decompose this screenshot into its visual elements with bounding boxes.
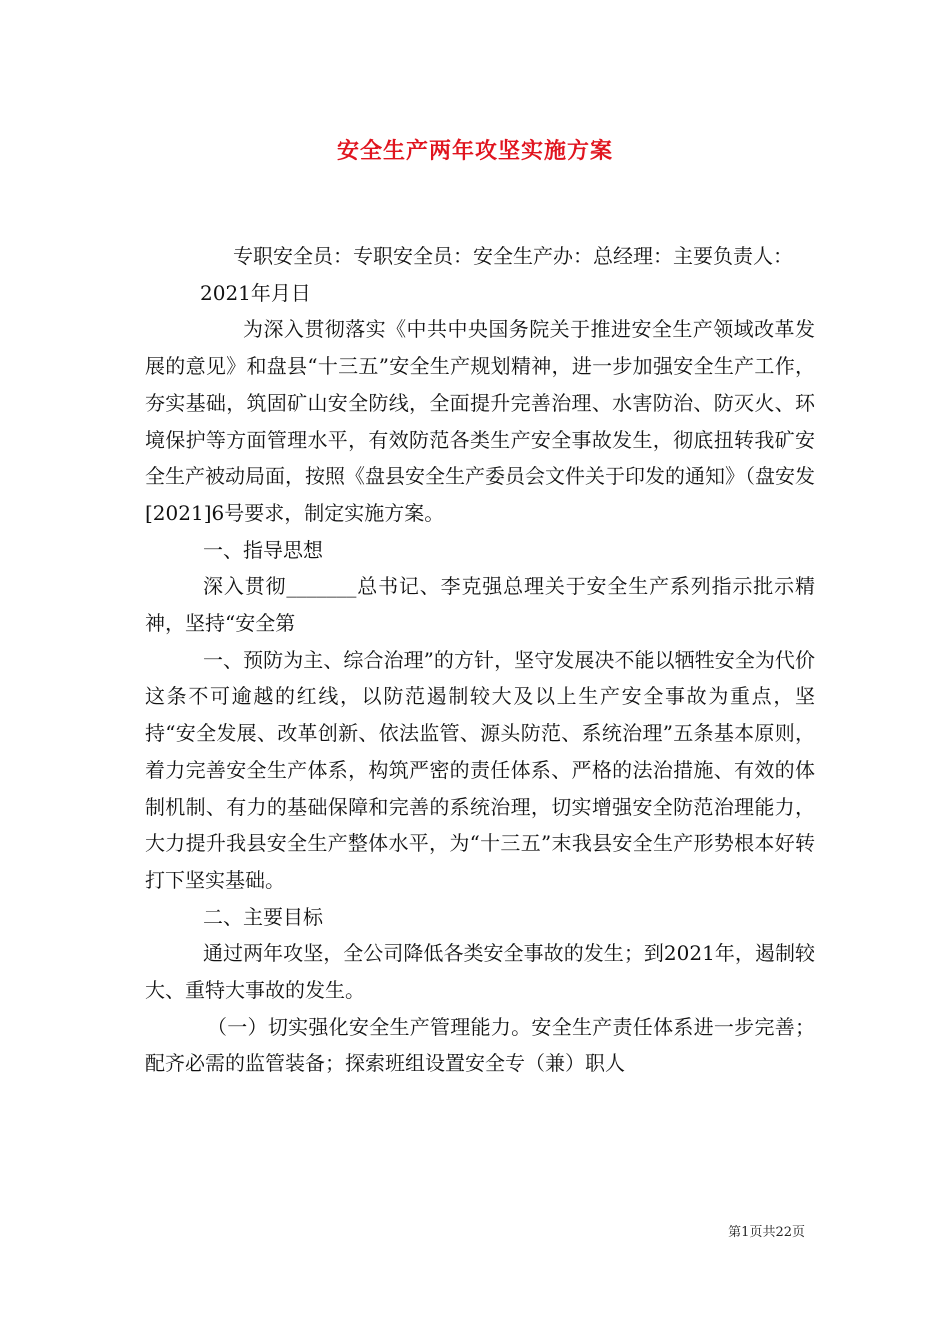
- goal-paragraph: 通过两年攻坚，全公司降低各类安全事故的发生；到2021年，遏制较大、重特大事故的发生。: [145, 941, 815, 1003]
- intro-paragraph: 为深入贯彻落实《中共中央国务院关于推进安全生产领域改革发展的意见》和盘县“十三五”安全生产规划精神，进一步加强安全生产工作，夯实基础，筑固矿山安全防线，全面提升完善治理、水害防治、防灭火、环境保护等方面管理水平，有效防范各类生产安全事故发生，彻底扭转我矿安全生产被动局面，按照《盘县安全生产委员会文件关于印发的通知》（盘安发[2021]6号要求，制定实施方案。: [145, 317, 815, 525]
- page-number-footer: 第1页共22页: [728, 1225, 805, 1240]
- principle-paragraph: 一、预防为主、综合治理”的方针，坚守发展决不能以牺牲安全为代价这条不可逾越的红线，以防范遏制较大及以上生产安全事故为重点，坚持“安全发展、改革创新、依法监管、源头防范、系统治理”五条基本原则，着力完善安全生产体系，构筑严密的责任体系、严格的法治措施、有效的体制机制、有力的基础保障和完善的系统治理，切实增强安全防范治理能力，大力提升我县安全生产整体水平，为“十三五”末我县安全生产形势根本好转打下坚实基础。: [145, 647, 815, 892]
- section-heading-guiding-ideology: 一、指导思想: [203, 537, 323, 562]
- document-title: 安全生产两年攻坚实施方案: [336, 138, 613, 164]
- date-line: 2021年月日: [200, 280, 311, 305]
- document-body: [145, 238, 815, 1082]
- guiding-paragraph: 深入贯彻_______总书记、李克强总理关于安全生产系列指示批示精神，坚持“安全第: [145, 574, 815, 636]
- item-one-paragraph: （一）切实强化安全生产管理能力。安全生产责任体系进一步完善；配齐必需的监管装备；探索班组设置安全专（兼）职人: [145, 1014, 815, 1076]
- section-heading-main-goals: 二、主要目标: [203, 904, 323, 929]
- roles-paragraph: 专职安全员：专职安全员：安全生产办：总经理：主要负责人：: [233, 244, 793, 268]
